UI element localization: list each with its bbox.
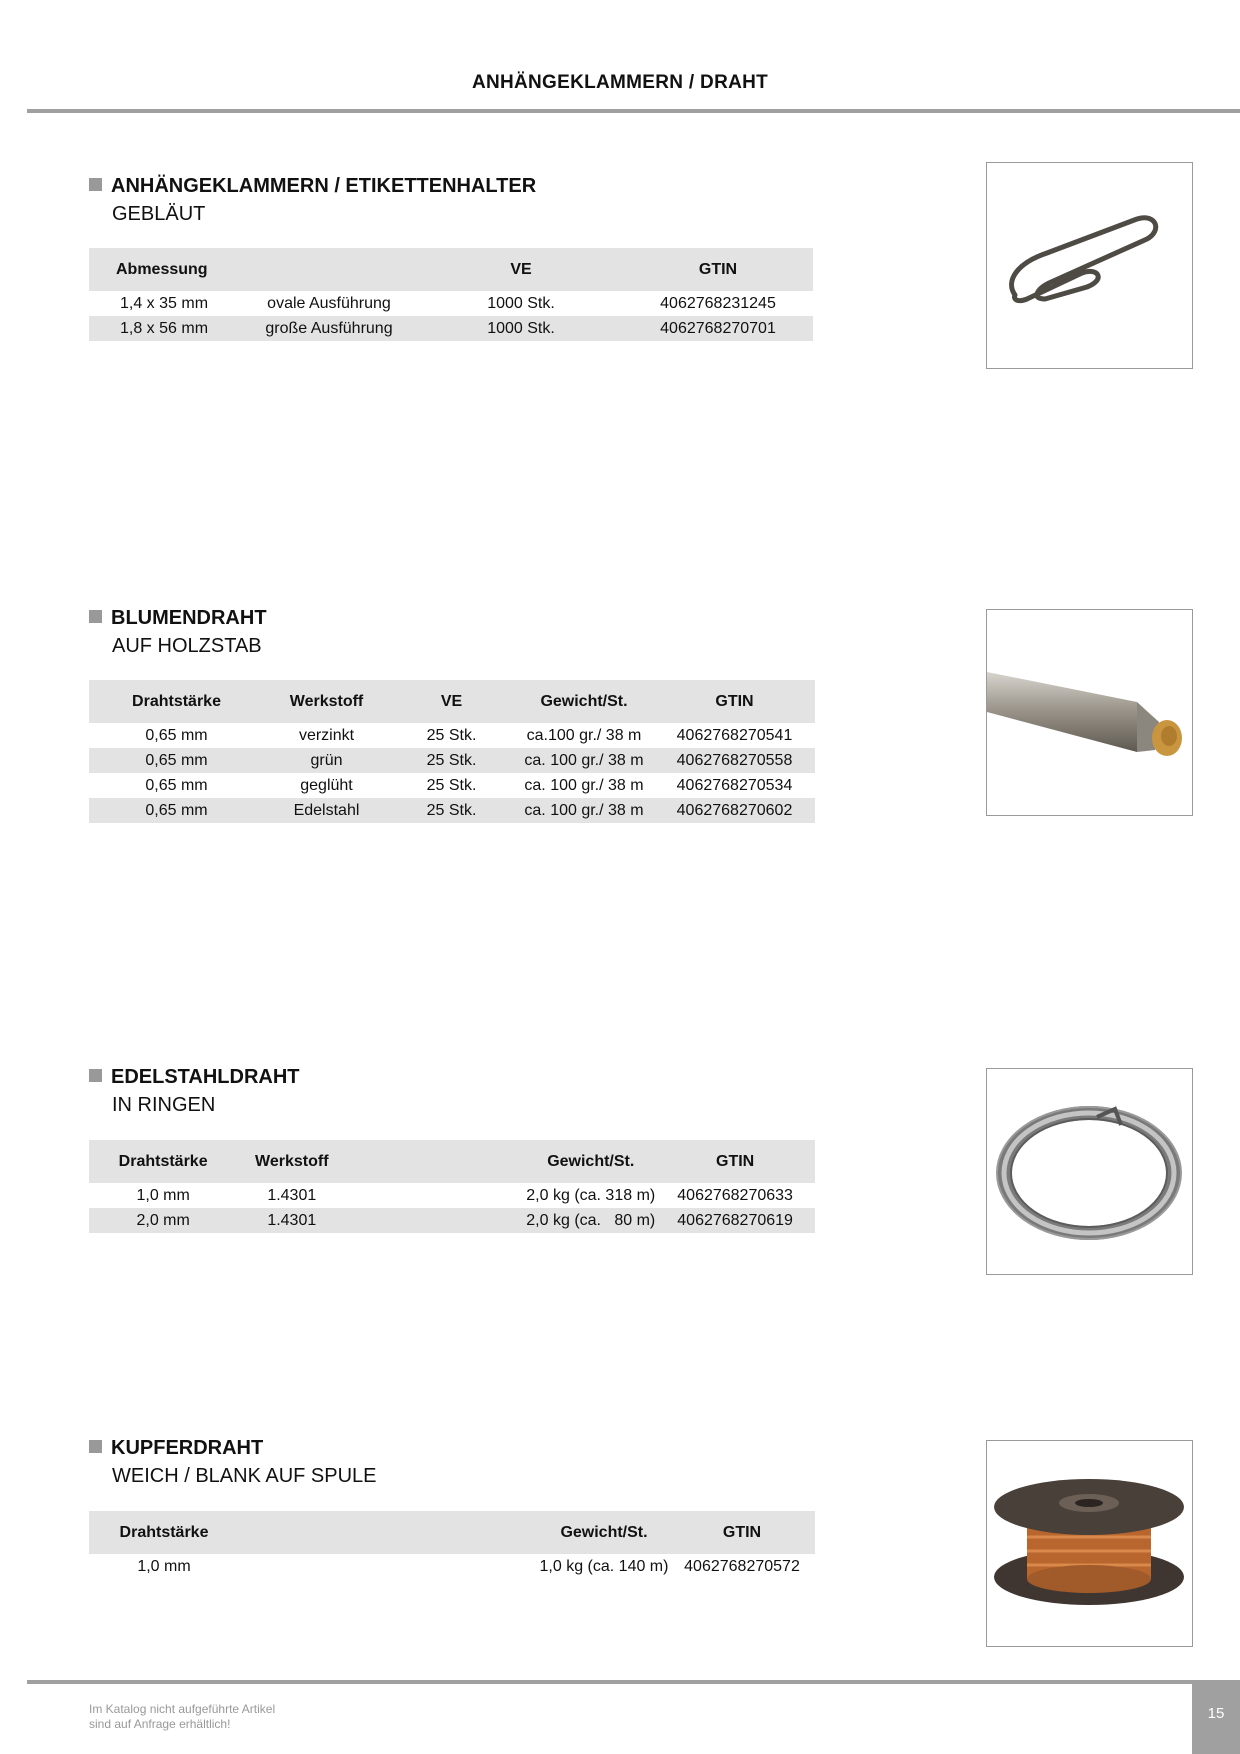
table-cell: 25 Stk. [426, 776, 477, 794]
table-cell: 2,0 kg (ca. 80 m) [346, 1208, 655, 1233]
table-cell: ovale Ausführung [267, 294, 391, 312]
table-cell: 1,0 mm [136, 1186, 190, 1204]
table-cell: 1,8 x 56 mm [89, 316, 239, 341]
table-cell: 0,65 mm [89, 748, 264, 773]
product-image-copper-wire-spool [986, 1440, 1193, 1647]
section-subtitle: IN RINGEN [112, 1094, 216, 1116]
table-row [89, 798, 815, 823]
column-header: GTIN [669, 1511, 815, 1554]
table-header-row [89, 680, 815, 723]
section-subtitle: WEICH / BLANK AUF SPULE [112, 1465, 377, 1487]
table-header-row [89, 1511, 815, 1554]
table-cell: 25 Stk. [426, 726, 477, 744]
table-cell: geglüht [300, 776, 353, 794]
table-cell: 25 Stk. [389, 748, 514, 773]
column-header: Drahtstärke [89, 680, 264, 723]
table-cell: 1,4 x 35 mm [119, 294, 209, 312]
wire-coil-icon [987, 1069, 1192, 1274]
table-cell: 0,65 mm [89, 798, 264, 823]
section-title: ANHÄNGEKLAMMERN / ETIKETTENHALTER [111, 175, 537, 197]
table-cell: verzinkt [298, 726, 355, 744]
table-cell: ca. 100 gr./ 38 m [514, 798, 654, 823]
table-cell: 1000 Stk. [419, 316, 623, 341]
header-divider [27, 109, 1240, 113]
footer-note [89, 1702, 275, 1732]
product-image-wire-on-wooden-stick [986, 609, 1193, 816]
table-cell: 2,0 mm [89, 1208, 237, 1233]
product-image-paper-clip-hanger [986, 162, 1193, 369]
product-table [89, 1140, 815, 1233]
page-number: 15 [1192, 1684, 1240, 1754]
table-cell: 1000 Stk. [487, 294, 555, 312]
table-cell: 4062768231245 [660, 294, 776, 312]
table-cell: Edelstahl [264, 798, 389, 823]
table-cell: grün [264, 748, 389, 773]
table-cell: 0,65 mm [145, 726, 208, 744]
wire-stick-icon [987, 610, 1192, 815]
column-header: VE [419, 248, 623, 291]
table-cell: 1,0 kg (ca. 140 m) [539, 1557, 669, 1575]
copper-spool-icon [987, 1441, 1192, 1646]
table-cell: 0,65 mm [145, 776, 208, 794]
section-title: KUPFERDRAHT [111, 1437, 264, 1459]
product-table [89, 680, 815, 823]
column-header: Abmessung [89, 248, 239, 291]
footer-note-line: sind auf Anfrage erhältlich! [89, 1717, 231, 1731]
table-row [89, 723, 815, 748]
table-cell: 1,0 mm [137, 1557, 191, 1575]
footer-note-line: Im Katalog nicht aufgeführte Artikel [89, 1702, 276, 1716]
table-header-row [89, 1140, 815, 1183]
column-header: Gewicht/St. [514, 680, 654, 723]
footer-divider [27, 1680, 1240, 1684]
table-cell: 4062768270701 [623, 316, 813, 341]
table-cell: ca. 100 gr./ 38 m [514, 748, 654, 773]
table-row [89, 773, 815, 798]
column-header: VE [389, 680, 514, 723]
product-table [89, 1511, 815, 1579]
column-header: GTIN [623, 248, 813, 291]
column-header: Drahtstärke [89, 1140, 237, 1183]
section-title: BLUMENDRAHT [111, 607, 267, 629]
bullet-square-icon [89, 1069, 102, 1082]
product-table [89, 248, 813, 341]
table-cell: 25 Stk. [389, 798, 514, 823]
column-header: Werkstoff [264, 680, 389, 723]
table-cell: 4062768270572 [684, 1557, 800, 1575]
table-cell: 4062768270541 [676, 726, 793, 744]
paper-clip-hanger-icon [987, 163, 1192, 368]
table-row [89, 291, 813, 316]
column-header: Gewicht/St. [346, 1140, 655, 1183]
column-header: Drahtstärke [89, 1511, 239, 1554]
table-cell: 4062768270619 [655, 1208, 815, 1233]
table-cell: 1.4301 [237, 1208, 346, 1233]
bullet-square-icon [89, 610, 102, 623]
table-row [89, 1183, 815, 1208]
column-header: Werkstoff [237, 1140, 346, 1183]
table-cell: ca. 100 gr./ 38 m [524, 776, 644, 794]
bullet-square-icon [89, 1440, 102, 1453]
column-header [239, 248, 419, 291]
table-cell: 2,0 kg (ca. 318 m) [526, 1186, 656, 1204]
table-cell: ca.100 gr./ 38 m [526, 726, 642, 744]
column-header: Gewicht/St. [239, 1511, 669, 1554]
table-header-row [89, 248, 813, 291]
table-cell: große Ausführung [239, 316, 419, 341]
section-subtitle: GEBLÄUT [112, 203, 206, 225]
column-header: GTIN [655, 1140, 815, 1183]
table-cell: 1.4301 [267, 1186, 317, 1204]
table-cell: 4062768270558 [654, 748, 815, 773]
table-row [89, 748, 815, 773]
table-cell: 4062768270602 [654, 798, 815, 823]
table-row [89, 316, 813, 341]
bullet-square-icon [89, 178, 102, 191]
section-subtitle: AUF HOLZSTAB [112, 635, 262, 657]
column-header: GTIN [654, 680, 815, 723]
product-image-steel-wire-coil [986, 1068, 1193, 1275]
table-row [89, 1554, 815, 1579]
page-title: ANHÄNGEKLAMMERN / DRAHT [471, 72, 769, 93]
section-title: EDELSTAHLDRAHT [111, 1066, 300, 1088]
table-cell: 4062768270534 [676, 776, 793, 794]
table-row [89, 1208, 815, 1233]
table-cell: 4062768270633 [677, 1186, 793, 1204]
